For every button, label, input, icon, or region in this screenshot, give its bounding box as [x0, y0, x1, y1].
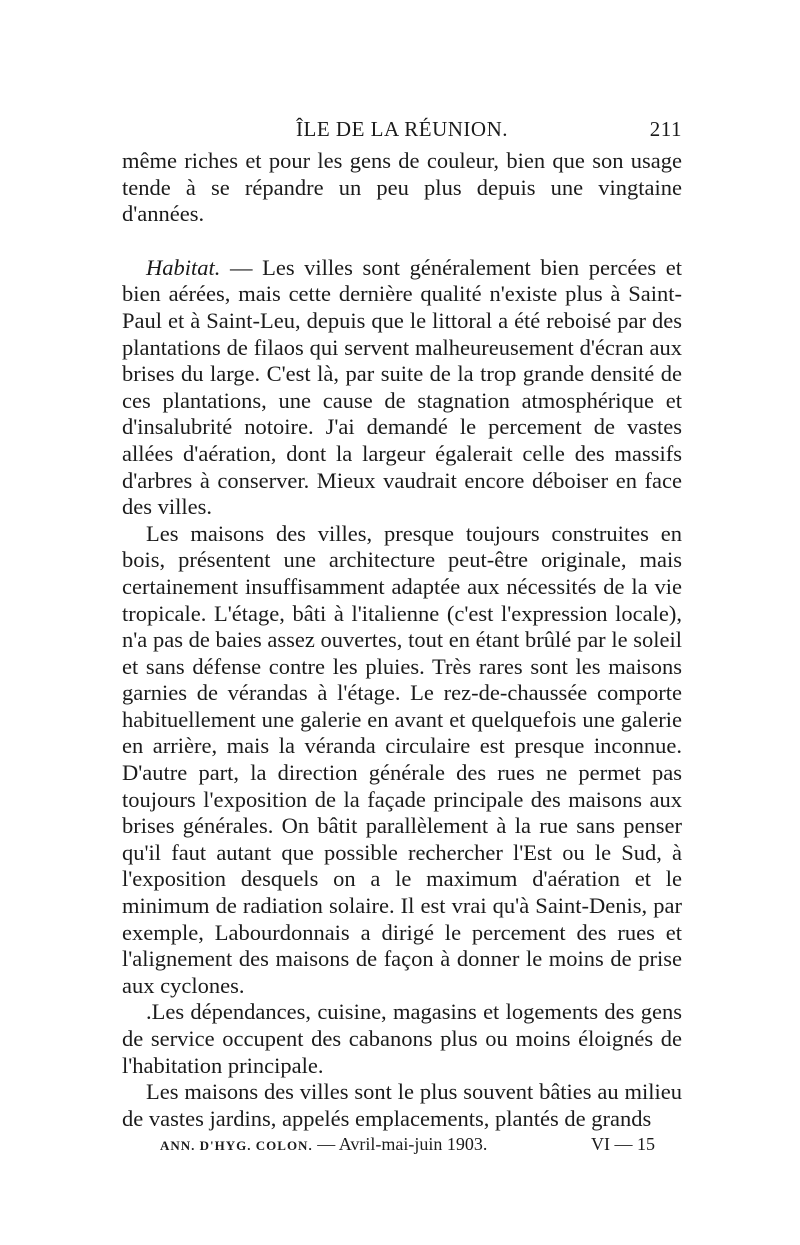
- body-text: [122, 148, 682, 1132]
- journal-abbreviation: ANN. D'HYG. COLON.: [160, 1138, 313, 1153]
- paragraph-dependances: [122, 999, 682, 1079]
- journal-issue: — Avril-mai-juin 1903.: [312, 1134, 488, 1154]
- paragraph-maisons: [122, 521, 682, 1000]
- paragraph-text: .Les dépendances, cuisine, magasins et logements des gens de service occupent des cabanons plus ou moins éloignés de l'habitation principale.: [122, 999, 682, 1078]
- page-number: 211: [649, 117, 682, 141]
- paragraph-text: Les maisons des villes sont le plus souvent bâties au milieu de vastes jardins, appelés emplacements, plantés de grands: [122, 1079, 682, 1131]
- paragraph-text: Les maisons des villes, presque toujours construites en bois, présentent une architecture peut-être originale, mais certainement insuffisamment adaptée aux nécessités de la vie tropicale. L'étage, bâti à l'italienne (c'est l'expression locale), n'a pas de baies assez ouvertes, tout en étant brûlé par le soleil et sans défense contre les pluies. Très rares sont les maisons garnies de vérandas à l'étage. Le rez-de-chaussée comporte habituellement une galerie en avant et quelquefois une galerie en arrière, mais la véranda circulaire est presque inconnue. D'autre part, la direction générale des rues ne permet pas toujours l'exposition de la façade principale des maisons aux brises générales. On bâtit parallèlement à la rue sans penser qu'il faut autant que possible rechercher l'Est ou le Sud, à l'exposition desquels on a le maximum d'aération et le minimum de radiation solaire. Il est vrai qu'à Saint-Denis, par exemple, Labourdonnais a dirigé le percement des rues et l'alignement des maisons de façon à donner le moins de prise aux cyclones.: [122, 520, 682, 998]
- running-title: ÎLE DE LA RÉUNION.: [296, 117, 508, 141]
- section-label: Habitat.: [146, 254, 221, 280]
- footer-journal: [160, 1134, 487, 1155]
- signature-mark: VI — 15: [591, 1134, 655, 1154]
- paragraph-text: — Les villes sont généralement bien percées et bien aérées, mais cette dernière qualité n'existe plus à Saint-Paul et à Saint-Leu, depuis que le littoral a été reboisé par des plantations de filaos qui servent malheureusement d'écran aux brises du large. C'est là, par suite de la trop grande densité de ces plantations, une cause de stagnation atmosphérique et d'insalubrité notoire. J'ai demandé le percement de vastes allées d'aération, dont la largeur égalerait celle des massifs d'arbres à conserver. Mieux vaudrait encore déboiser en face des villes.: [122, 254, 682, 520]
- page-footer: [160, 1134, 655, 1158]
- paragraph-jardins: [122, 1079, 682, 1132]
- paragraph-continuation: [122, 148, 682, 228]
- paragraph-text: même riches et pour les gens de couleur, bien que son usage tende à se répandre un peu plus depuis une vingtaine d'années.: [122, 148, 682, 227]
- running-head: [122, 117, 682, 147]
- paragraph-habitat: [122, 255, 682, 521]
